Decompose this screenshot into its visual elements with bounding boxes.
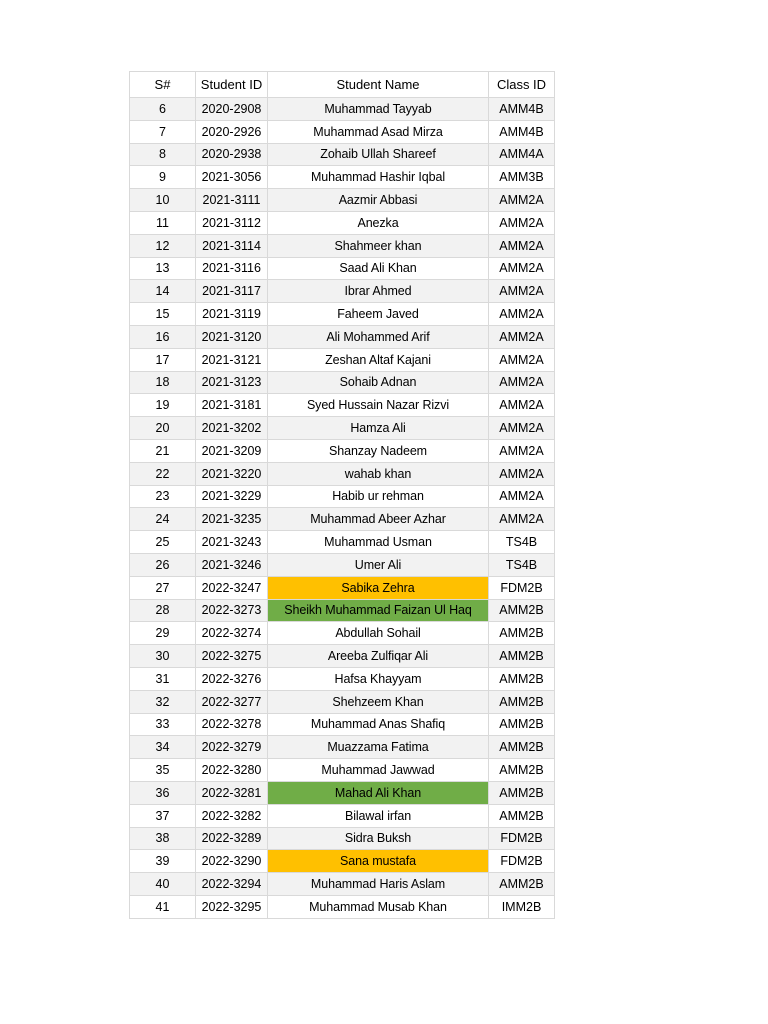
serial-cell: 28 [130,599,196,622]
class-id-cell: AMM2B [489,622,555,645]
student-table [129,71,555,919]
class-id-cell: AMM2A [489,417,555,440]
serial-cell: 26 [130,553,196,576]
table-row [130,394,555,417]
student-id-cell: 2021-3202 [196,417,268,440]
serial-cell: 41 [130,895,196,918]
class-id-cell: AMM2A [489,462,555,485]
student-id-cell: 2021-3112 [196,211,268,234]
table-row [130,120,555,143]
serial-cell: 27 [130,576,196,599]
header-student-id: Student ID [196,72,268,98]
table-row [130,189,555,212]
student-name-cell: Shehzeem Khan [268,690,489,713]
class-id-cell: AMM2B [489,690,555,713]
table-row [130,804,555,827]
serial-cell: 23 [130,485,196,508]
class-id-cell: AMM2A [489,325,555,348]
serial-cell: 34 [130,736,196,759]
table-row [130,895,555,918]
table-row [130,257,555,280]
serial-cell: 40 [130,873,196,896]
student-name-cell: Sabika Zehra [268,576,489,599]
student-name-cell: Muhammad Abeer Azhar [268,508,489,531]
class-id-cell: AMM2A [489,257,555,280]
table-row [130,280,555,303]
student-name-cell: Mahad Ali Khan [268,781,489,804]
table-row [130,348,555,371]
class-id-cell: TS4B [489,531,555,554]
student-name-cell: Muhammad Asad Mirza [268,120,489,143]
table-row [130,325,555,348]
serial-cell: 38 [130,827,196,850]
student-name-cell: Areeba Zulfiqar Ali [268,645,489,668]
class-id-cell: AMM2A [489,303,555,326]
serial-cell: 25 [130,531,196,554]
student-name-cell: Sheikh Muhammad Faizan Ul Haq [268,599,489,622]
class-id-cell: FDM2B [489,576,555,599]
class-id-cell: AMM2A [489,348,555,371]
student-name-cell: Umer Ali [268,553,489,576]
student-name-cell: Muhammad Usman [268,531,489,554]
serial-cell: 21 [130,439,196,462]
student-id-cell: 2022-3278 [196,713,268,736]
class-id-cell: AMM2B [489,667,555,690]
class-id-cell: AMM2A [489,371,555,394]
class-id-cell: AMM2A [489,439,555,462]
serial-cell: 18 [130,371,196,394]
class-id-cell: TS4B [489,553,555,576]
class-id-cell: AMM2A [489,280,555,303]
class-id-cell: AMM2A [489,211,555,234]
class-id-cell: AMM2A [489,508,555,531]
table-row [130,713,555,736]
table-row [130,576,555,599]
student-id-cell: 2022-3282 [196,804,268,827]
serial-cell: 8 [130,143,196,166]
student-name-cell: Muhammad Jawwad [268,759,489,782]
student-id-cell: 2022-3275 [196,645,268,668]
student-name-cell: Anezka [268,211,489,234]
student-name-cell: Saad Ali Khan [268,257,489,280]
header-student-name: Student Name [268,72,489,98]
student-name-cell: Sidra Buksh [268,827,489,850]
table-row [130,485,555,508]
header-serial: S# [130,72,196,98]
student-name-cell: Zeshan Altaf Kajani [268,348,489,371]
table-row [130,508,555,531]
serial-cell: 10 [130,189,196,212]
student-id-cell: 2021-3209 [196,439,268,462]
table-row [130,531,555,554]
class-id-cell: AMM2A [489,394,555,417]
student-id-cell: 2021-3111 [196,189,268,212]
student-name-cell: Habib ur rehman [268,485,489,508]
student-name-cell: Muazzama Fatima [268,736,489,759]
table-row [130,553,555,576]
table-row [130,622,555,645]
student-name-cell: Ali Mohammed Arif [268,325,489,348]
student-id-cell: 2021-3114 [196,234,268,257]
student-name-cell: Muhammad Hashir Iqbal [268,166,489,189]
class-id-cell: AMM2B [489,781,555,804]
student-name-cell: Hamza Ali [268,417,489,440]
class-id-cell: IMM2B [489,895,555,918]
student-id-cell: 2021-3229 [196,485,268,508]
student-id-cell: 2020-2938 [196,143,268,166]
student-name-cell: Sana mustafa [268,850,489,873]
student-name-cell: wahab khan [268,462,489,485]
student-id-cell: 2021-3119 [196,303,268,326]
student-id-cell: 2022-3280 [196,759,268,782]
student-id-cell: 2021-3220 [196,462,268,485]
table-row [130,736,555,759]
serial-cell: 13 [130,257,196,280]
class-id-cell: AMM2B [489,759,555,782]
student-name-cell: Abdullah Sohail [268,622,489,645]
table-row [130,211,555,234]
student-name-cell: Faheem Javed [268,303,489,326]
student-name-cell: Muhammad Musab Khan [268,895,489,918]
student-name-cell: Shahmeer khan [268,234,489,257]
student-id-cell: 2022-3290 [196,850,268,873]
student-name-cell: Muhammad Haris Aslam [268,873,489,896]
student-id-cell: 2020-2926 [196,120,268,143]
serial-cell: 30 [130,645,196,668]
student-id-cell: 2021-3123 [196,371,268,394]
table-row [130,166,555,189]
student-id-cell: 2022-3295 [196,895,268,918]
student-id-cell: 2020-2908 [196,98,268,121]
student-name-cell: Sohaib Adnan [268,371,489,394]
table-row [130,417,555,440]
serial-cell: 37 [130,804,196,827]
student-id-cell: 2022-3289 [196,827,268,850]
table-row [130,690,555,713]
student-name-cell: Muhammad Anas Shafiq [268,713,489,736]
serial-cell: 39 [130,850,196,873]
student-name-cell: Ibrar Ahmed [268,280,489,303]
class-id-cell: FDM2B [489,850,555,873]
student-id-cell: 2022-3276 [196,667,268,690]
class-id-cell: AMM2A [489,485,555,508]
student-id-cell: 2021-3056 [196,166,268,189]
class-id-cell: AMM2B [489,736,555,759]
class-id-cell: AMM3B [489,166,555,189]
class-id-cell: AMM2A [489,189,555,212]
student-id-cell: 2021-3121 [196,348,268,371]
table-row [130,439,555,462]
table-row [130,234,555,257]
serial-cell: 12 [130,234,196,257]
student-name-cell: Syed Hussain Nazar Rizvi [268,394,489,417]
table-row [130,143,555,166]
serial-cell: 11 [130,211,196,234]
serial-cell: 7 [130,120,196,143]
serial-cell: 32 [130,690,196,713]
student-id-cell: 2022-3279 [196,736,268,759]
student-id-cell: 2021-3116 [196,257,268,280]
table-row [130,781,555,804]
serial-cell: 16 [130,325,196,348]
serial-cell: 14 [130,280,196,303]
table-row [130,827,555,850]
serial-cell: 24 [130,508,196,531]
student-id-cell: 2022-3274 [196,622,268,645]
class-id-cell: AMM2B [489,873,555,896]
student-id-cell: 2022-3281 [196,781,268,804]
student-name-cell: Hafsa Khayyam [268,667,489,690]
table-row [130,850,555,873]
student-id-cell: 2021-3181 [196,394,268,417]
table-row [130,759,555,782]
student-id-cell: 2021-3243 [196,531,268,554]
class-id-cell: AMM2A [489,234,555,257]
table-row [130,98,555,121]
student-id-cell: 2022-3247 [196,576,268,599]
class-id-cell: AMM2B [489,713,555,736]
class-id-cell: AMM4A [489,143,555,166]
serial-cell: 17 [130,348,196,371]
student-name-cell: Bilawal irfan [268,804,489,827]
serial-cell: 33 [130,713,196,736]
table-row [130,462,555,485]
class-id-cell: AMM4B [489,98,555,121]
student-id-cell: 2022-3273 [196,599,268,622]
serial-cell: 36 [130,781,196,804]
serial-cell: 9 [130,166,196,189]
student-id-cell: 2021-3235 [196,508,268,531]
table-row [130,371,555,394]
class-id-cell: AMM2B [489,599,555,622]
student-name-cell: Zohaib Ullah Shareef [268,143,489,166]
serial-cell: 31 [130,667,196,690]
serial-cell: 6 [130,98,196,121]
student-name-cell: Aazmir Abbasi [268,189,489,212]
student-id-cell: 2021-3117 [196,280,268,303]
table-body [130,98,555,919]
serial-cell: 19 [130,394,196,417]
table-header [130,72,555,98]
header-row [130,72,555,98]
student-id-cell: 2022-3294 [196,873,268,896]
student-id-cell: 2022-3277 [196,690,268,713]
class-id-cell: AMM2B [489,645,555,668]
serial-cell: 29 [130,622,196,645]
class-id-cell: AMM2B [489,804,555,827]
table-row [130,599,555,622]
student-id-cell: 2021-3120 [196,325,268,348]
table-row [130,667,555,690]
class-id-cell: FDM2B [489,827,555,850]
student-id-cell: 2021-3246 [196,553,268,576]
table-row [130,303,555,326]
table-row [130,873,555,896]
serial-cell: 15 [130,303,196,326]
student-name-cell: Shanzay Nadeem [268,439,489,462]
class-id-cell: AMM4B [489,120,555,143]
student-name-cell: Muhammad Tayyab [268,98,489,121]
table-row [130,645,555,668]
serial-cell: 20 [130,417,196,440]
header-class-id: Class ID [489,72,555,98]
serial-cell: 22 [130,462,196,485]
serial-cell: 35 [130,759,196,782]
